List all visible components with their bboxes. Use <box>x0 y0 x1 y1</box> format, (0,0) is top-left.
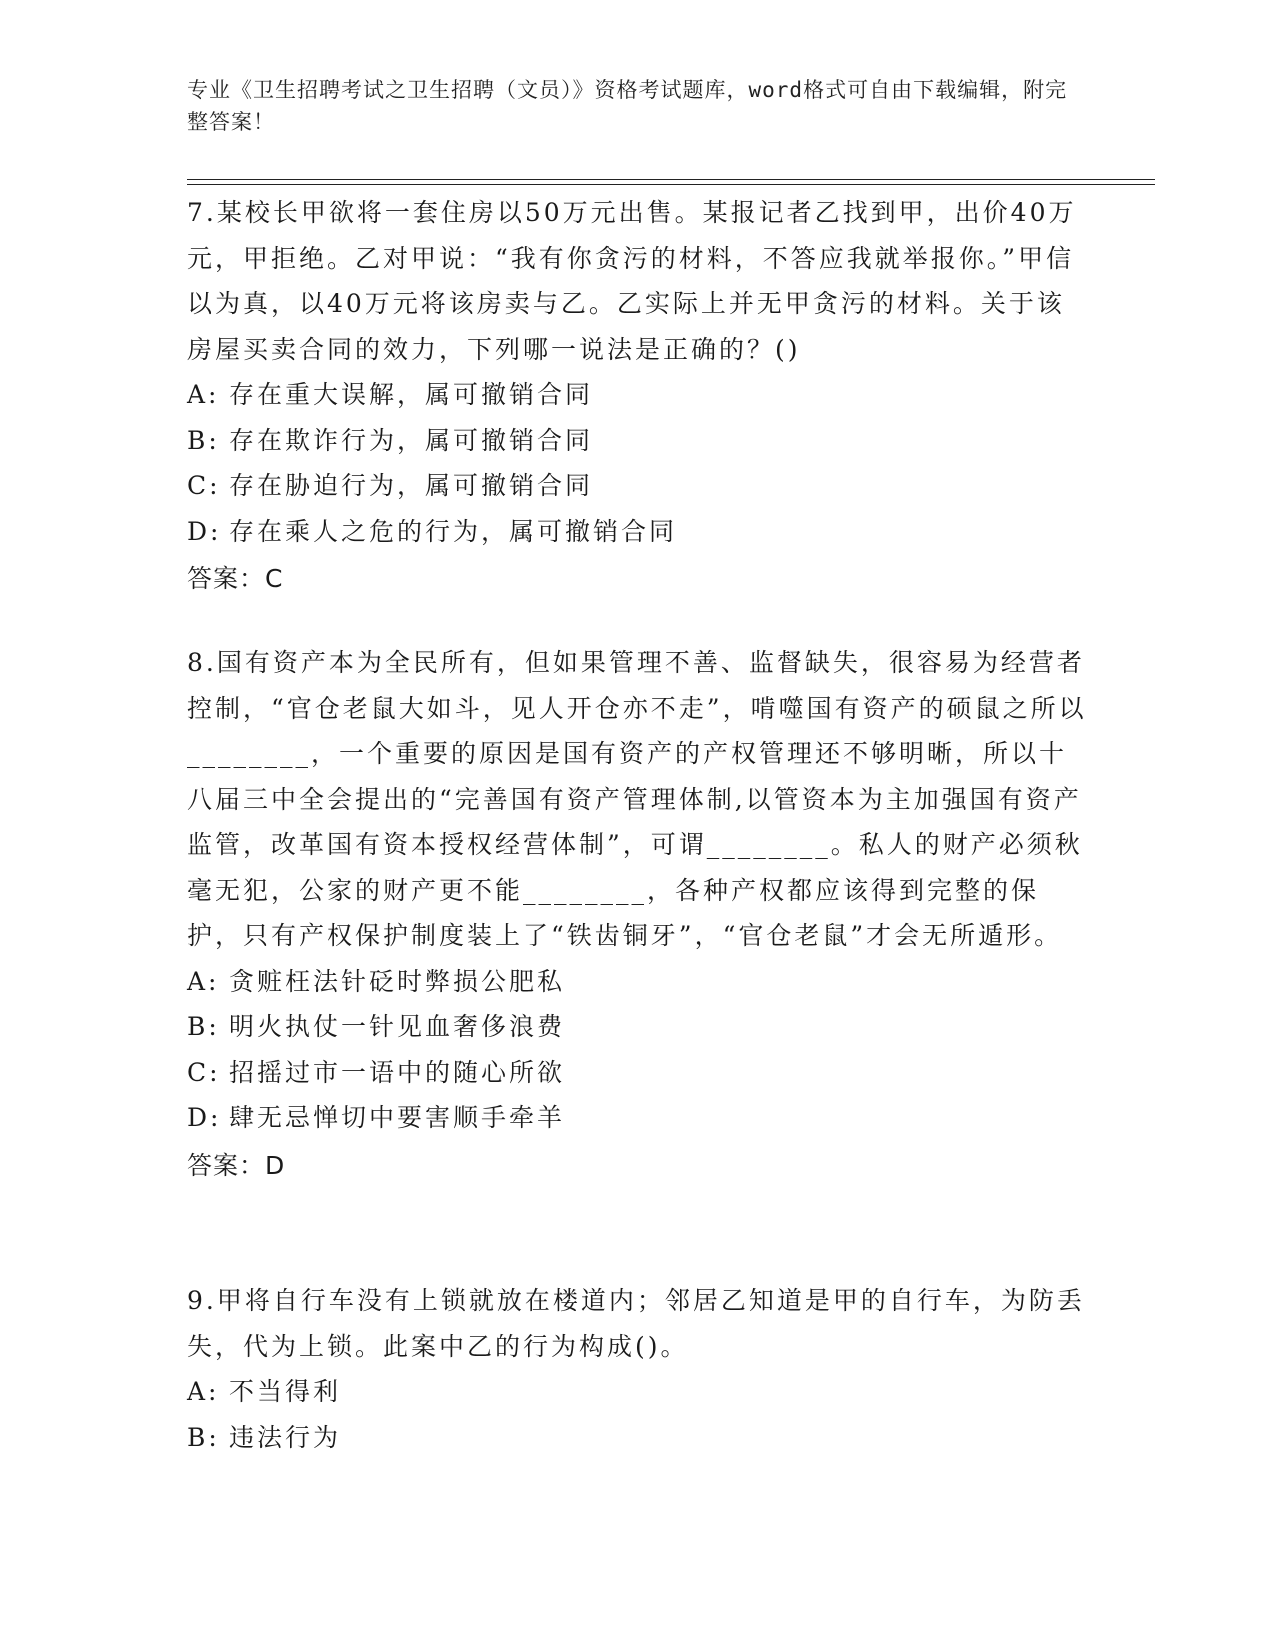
question-8 <box>187 640 1087 1188</box>
option-c <box>187 463 1087 509</box>
option-b <box>187 1004 1087 1050</box>
question-text: 7.某校长甲欲将一套住房以50万元出售。某报记者乙找到甲，出价40万元，甲拒绝。乙对甲说：“我有你贪污的材料，不答应我就举报你。”甲信以为真，以40万元将该房卖与乙。乙实际上并无甲贪污的材料。关于该房屋买卖合同的效力，下列哪一说法是正确的？() <box>187 198 1077 364</box>
option-letter: D: <box>187 1103 222 1132</box>
answer-line: 答案：C <box>187 564 284 593</box>
header-divider-line <box>187 184 1155 185</box>
option-a <box>187 1369 1087 1415</box>
option-letter: C: <box>187 471 221 500</box>
option-letter: B: <box>187 425 220 455</box>
option-d <box>187 509 1087 555</box>
option-list <box>187 372 1087 554</box>
option-text: 招摇过市一语中的随心所欲 <box>229 1057 566 1087</box>
option-letter: A: <box>187 966 220 996</box>
option-text: 贪赃枉法针砭时弊损公肥私 <box>229 966 566 996</box>
question-text: 9.甲将自行车没有上锁就放在楼道内；邻居乙知道是甲的自行车，为防丢失，代为上锁。此案中乙的行为构成()。 <box>187 1286 1085 1361</box>
option-text: 违法行为 <box>229 1422 342 1452</box>
option-text: 存在胁迫行为，属可撤销合同 <box>229 471 594 500</box>
document-header: 专业《卫生招聘考试之卫生招聘（文员）》资格考试题库，word格式可自由下载编辑，附完整答案！ <box>187 78 1068 134</box>
question-9 <box>187 1278 1087 1460</box>
option-text: 明火执仗一针见血奢侈浪费 <box>229 1012 566 1041</box>
option-letter: B: <box>187 1012 220 1041</box>
option-letter: C: <box>187 1057 221 1087</box>
option-letter: A: <box>187 1377 220 1406</box>
option-list <box>187 959 1087 1141</box>
option-a <box>187 372 1087 418</box>
option-text: 存在重大误解，属可撤销合同 <box>229 380 594 409</box>
option-letter: B: <box>187 1422 220 1452</box>
option-c <box>187 1050 1087 1096</box>
question-7 <box>187 190 1087 602</box>
option-text: 存在欺诈行为，属可撤销合同 <box>229 425 594 455</box>
option-b <box>187 1415 1087 1461</box>
option-a <box>187 959 1087 1005</box>
option-d <box>187 1095 1087 1141</box>
option-letter: A: <box>187 380 220 409</box>
option-text: 不当得利 <box>229 1377 342 1406</box>
question-text: 8.国有资产本为全民所有，但如果管理不善、监督缺失，很容易为经营者控制，“官仓老鼠大如斗，见人开仓亦不走”，啃噬国有资产的硕鼠之所以________，一个重要的原因是国有资产的产权管理还不够明晰，所以十八届三中全会提出的“完善国有资产管理体制,以管资本为主加强国有资产监管，改革国有资本授权经营体制”，可谓________。私人的财产必须秋毫无犯，公家的财产更不能________，各种产权都应该得到完整的保护，只有产权保护制度装上了“铁齿铜牙”，“官仓老鼠”才会无所遁形。 <box>187 648 1087 950</box>
option-list <box>187 1369 1087 1460</box>
option-letter: D: <box>187 516 222 546</box>
answer-line: 答案：D <box>187 1150 286 1180</box>
header-divider-line <box>187 179 1155 180</box>
option-b <box>187 418 1087 464</box>
option-text: 存在乘人之危的行为，属可撤销合同 <box>229 516 678 546</box>
option-text: 肆无忌惮切中要害顺手牵羊 <box>229 1103 566 1132</box>
